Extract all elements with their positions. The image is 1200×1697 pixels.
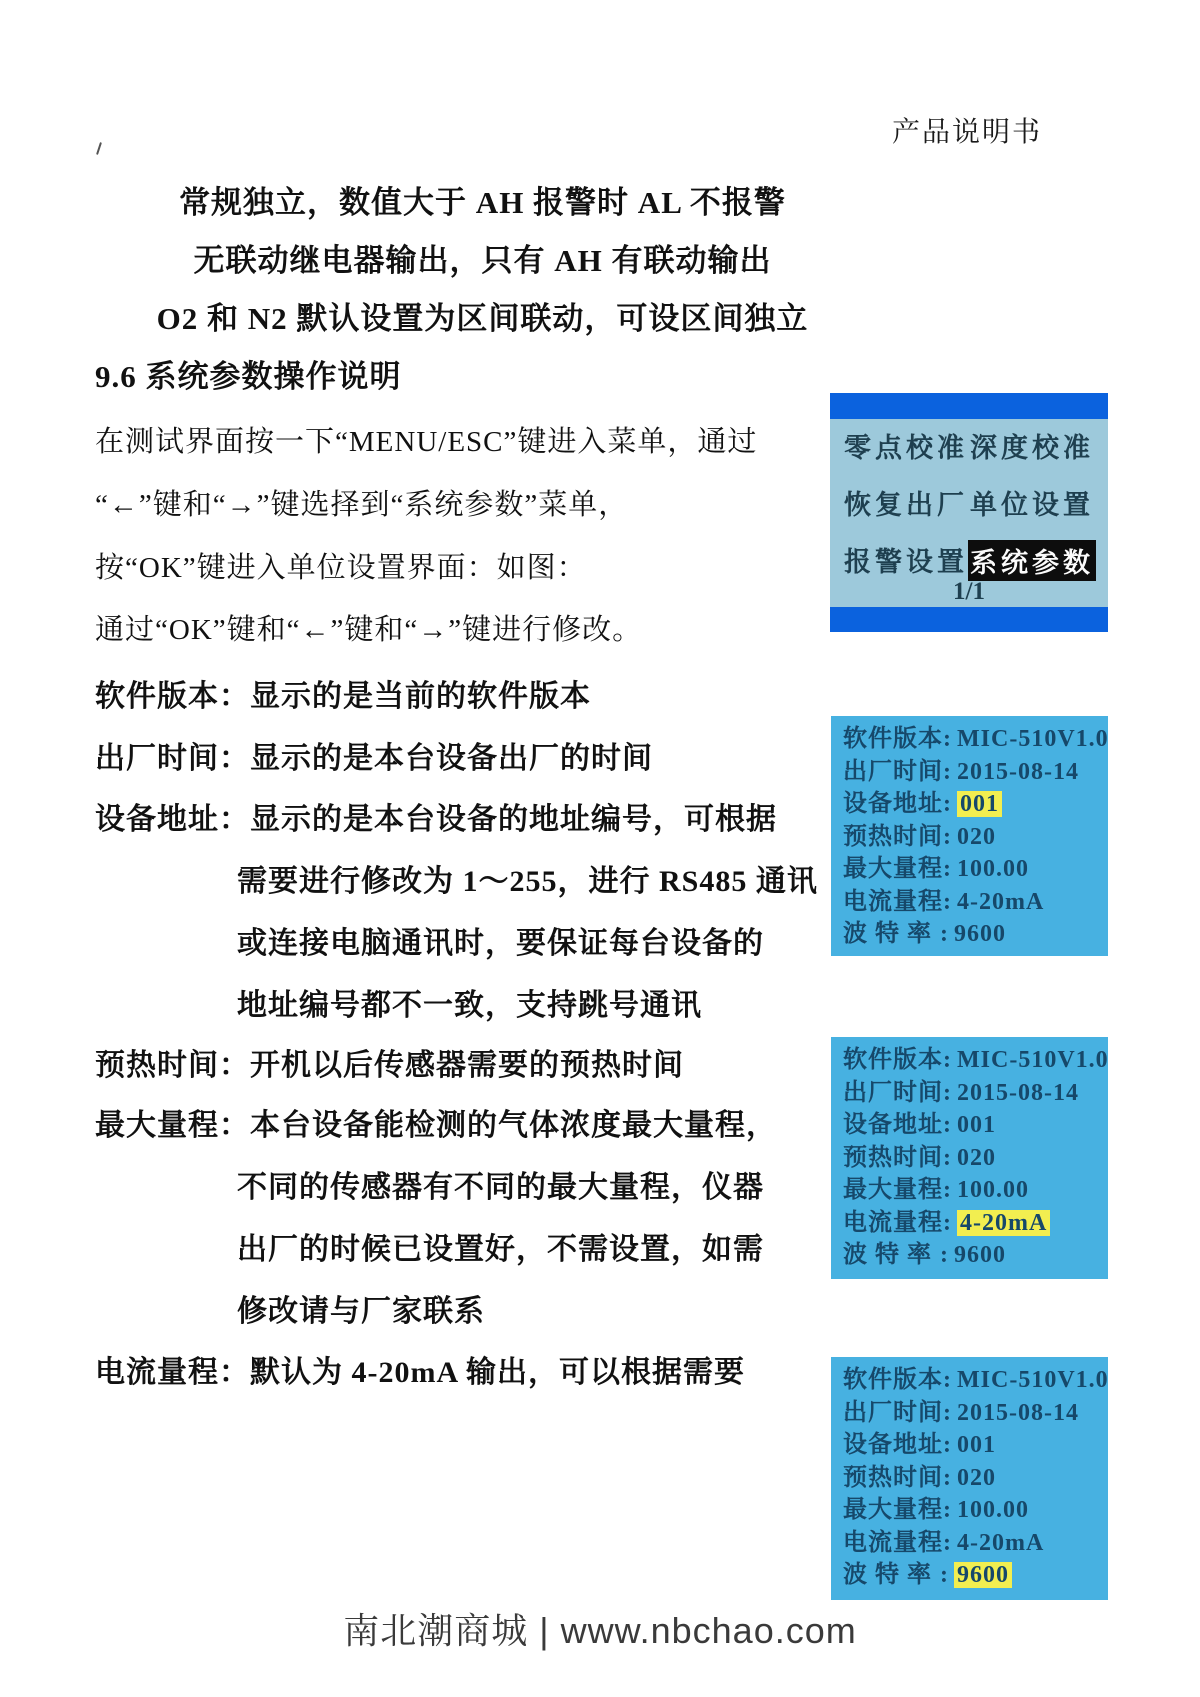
pen-artifact-icon: [96, 142, 102, 155]
param-description-text: 修改请与厂家联系: [237, 1295, 485, 1328]
param-description-text: 或连接电脑通讯时，要保证每台设备的: [237, 927, 764, 960]
param-screen-value: 2015-08-14: [957, 1079, 1079, 1106]
menu-item-selected: 系统参数: [968, 540, 1096, 581]
paragraph-line: 通过“OK”键和“←”键和“→”键进行修改。: [95, 614, 643, 646]
param-screen-separator: :: [940, 921, 949, 947]
param-screen-value: 4-20mA: [957, 888, 1045, 915]
param-screen-separator: :: [940, 1562, 949, 1588]
param-screen-value: 100.00: [957, 1497, 1029, 1523]
param-screen-row: [843, 1559, 1108, 1592]
param-screen-value: MIC-510V1.0: [957, 1047, 1109, 1073]
param-description-line: [95, 671, 591, 715]
doc-type-label: 产品说明书: [891, 117, 1042, 148]
param-screen-label: 波 特 率: [843, 1562, 932, 1588]
param-screen-separator: :: [940, 1242, 949, 1268]
param-screen-label: 预热时间: [843, 1144, 943, 1171]
param-screen-separator: :: [943, 1047, 952, 1073]
param-screen-value: 020: [957, 1464, 996, 1491]
param-screen-label: 设备地址: [843, 1432, 943, 1458]
param-description-line: [237, 1162, 764, 1206]
menu-item: 恢复出厂: [844, 490, 968, 520]
param-description-line: [95, 733, 653, 777]
param-screen-label: 最大量程: [843, 1177, 943, 1203]
param-screen-label: 出厂时间: [843, 1079, 943, 1106]
param-screen-label: 出厂时间: [843, 758, 943, 785]
menu-item: 单位设置: [970, 490, 1094, 520]
param-description-line: [237, 856, 818, 900]
param-screen-separator: :: [943, 1144, 952, 1171]
menu-row: [830, 483, 1108, 522]
param-term-label: 电流量程：: [95, 1356, 250, 1389]
param-screen-row: [843, 1462, 1108, 1495]
param-screen-label: 出厂时间: [843, 1399, 943, 1426]
param-screen-label: 电流量程: [843, 888, 943, 915]
param-description-text: 默认为 4-20mA 输出，可以根据需要: [250, 1356, 745, 1389]
param-screen-label: 软件版本: [843, 726, 943, 752]
param-description-line: [95, 794, 777, 838]
param-screen-separator: :: [943, 1177, 952, 1203]
paragraph-line: 在测试界面按一下“MENU/ESC”键进入菜单，通过: [95, 426, 758, 458]
param-screen-value: 020: [957, 823, 996, 850]
param-screen-label: 波 特 率: [843, 1242, 932, 1268]
param-screen-value-highlighted: 4-20mA: [957, 1210, 1050, 1236]
param-screen-value: 2015-08-14: [957, 1399, 1079, 1426]
param-description-line: [237, 1286, 485, 1330]
param-screen-row: [843, 1527, 1108, 1560]
param-screen-separator: :: [943, 888, 952, 915]
page-indicator: 1/1: [953, 578, 985, 605]
device-menu-screen: [830, 393, 1108, 632]
param-term-label: 出厂时间：: [95, 742, 250, 775]
param-screen-value: 9600: [954, 921, 1006, 947]
param-screen-separator: :: [943, 1209, 952, 1236]
param-screen-separator: :: [943, 856, 952, 882]
screen-header-bar: [830, 393, 1108, 419]
param-description-text: 不同的传感器有不同的最大量程，仪器: [237, 1171, 764, 1204]
param-screen-row: [843, 1044, 1108, 1077]
device-param-screen-baud: [831, 1357, 1108, 1600]
param-description-text: 显示的是本台设备出厂的时间: [250, 742, 653, 775]
param-term-label: 最大量程：: [95, 1109, 250, 1142]
param-screen-row: [843, 756, 1108, 789]
device-param-screen-address: [831, 716, 1108, 956]
param-screen-row: [843, 1494, 1108, 1527]
param-screen-separator: :: [943, 1529, 952, 1556]
param-description-text: 出厂的时候已设置好，不需设置，如需: [237, 1233, 764, 1266]
param-description-line: [237, 1224, 764, 1268]
param-screen-separator: :: [943, 1112, 952, 1138]
param-description-text: 本台设备能检测的气体浓度最大量程，: [250, 1109, 777, 1142]
menu-row: [830, 540, 1108, 581]
param-screen-value: 001: [957, 1432, 996, 1458]
param-screen-row: [843, 1397, 1108, 1430]
menu-item: 零点校准: [844, 433, 968, 463]
menu-item: 深度校准: [970, 433, 1094, 463]
param-screen-row: [843, 853, 1108, 886]
param-screen-row: [843, 1239, 1108, 1272]
param-screen-label: 预热时间: [843, 823, 943, 850]
section-heading: 9.6 系统参数操作说明: [95, 359, 402, 394]
param-description-text: 开机以后传感器需要的预热时间: [250, 1049, 684, 1082]
param-description-line: [95, 1040, 684, 1084]
param-screen-value: 020: [957, 1144, 996, 1171]
param-screen-row: [843, 723, 1108, 756]
param-screen-value-highlighted: 9600: [954, 1562, 1012, 1588]
param-screen-separator: :: [943, 1432, 952, 1458]
param-description-text: 显示的是本台设备的地址编号，可根据: [250, 803, 777, 836]
device-param-screen-current: [831, 1037, 1108, 1279]
intro-line: 常规独立，数值大于 AH 报警时 AL 不报警: [179, 185, 786, 220]
param-description-line: [237, 918, 764, 962]
param-screen-value: 4-20mA: [957, 1529, 1045, 1556]
param-screen-label: 预热时间: [843, 1464, 943, 1491]
param-term-label: 预热时间：: [95, 1049, 250, 1082]
param-screen-separator: :: [943, 1079, 952, 1106]
param-screen-row: [843, 821, 1108, 854]
intro-line: 无联动继电器输出，只有 AH 有联动输出: [193, 243, 772, 278]
param-screen-row: [843, 1174, 1108, 1207]
param-screen-separator: :: [943, 1497, 952, 1523]
site-footer: 南北潮商城 | www.nbchao.com: [343, 1610, 857, 1651]
param-description-text: 需要进行修改为 1～255，进行 RS485 通讯: [237, 865, 818, 898]
param-screen-label: 软件版本: [843, 1367, 943, 1393]
param-screen-row: [843, 788, 1108, 821]
param-screen-row: [843, 918, 1108, 951]
param-screen-value-highlighted: 001: [957, 791, 1002, 817]
param-screen-separator: :: [943, 1399, 952, 1426]
param-screen-label: 电流量程: [843, 1209, 943, 1236]
param-screen-separator: :: [943, 1464, 952, 1491]
param-description-line: [237, 980, 702, 1024]
param-description-line: [95, 1100, 777, 1144]
param-screen-separator: :: [943, 791, 952, 817]
intro-line: O2 和 N2 默认设置为区间联动，可设区间独立: [156, 301, 809, 336]
param-screen-separator: :: [943, 758, 952, 785]
paragraph-line: “←”键和“→”键选择到“系统参数”菜单，: [95, 489, 629, 521]
param-screen-row: [843, 886, 1108, 919]
param-screen-label: 波 特 率: [843, 921, 932, 947]
param-term-label: 设备地址：: [95, 803, 250, 836]
param-screen-label: 设备地址: [843, 791, 943, 817]
param-screen-row: [843, 1364, 1108, 1397]
param-screen-value: 001: [957, 1112, 996, 1138]
menu-row: [830, 426, 1108, 465]
param-screen-separator: :: [943, 1367, 952, 1393]
screen-footer-bar: [830, 607, 1108, 632]
param-screen-value: 9600: [954, 1242, 1006, 1268]
param-screen-row: [843, 1429, 1108, 1462]
param-description-line: [95, 1347, 745, 1391]
param-screen-value: MIC-510V1.0: [957, 726, 1109, 752]
param-screen-value: 100.00: [957, 856, 1029, 882]
param-screen-separator: :: [943, 823, 952, 850]
param-screen-separator: :: [943, 726, 952, 752]
param-screen-label: 最大量程: [843, 856, 943, 882]
param-screen-label: 电流量程: [843, 1529, 943, 1556]
param-screen-label: 软件版本: [843, 1047, 943, 1073]
param-screen-row: [843, 1142, 1108, 1175]
param-screen-label: 设备地址: [843, 1112, 943, 1138]
param-term-label: 软件版本：: [95, 680, 250, 713]
param-description-text: 显示的是当前的软件版本: [250, 680, 591, 713]
param-screen-value: 2015-08-14: [957, 758, 1079, 785]
param-description-text: 地址编号都不一致，支持跳号通讯: [237, 989, 702, 1022]
param-screen-row: [843, 1207, 1108, 1240]
param-screen-value: 100.00: [957, 1177, 1029, 1203]
param-screen-label: 最大量程: [843, 1497, 943, 1523]
param-screen-row: [843, 1077, 1108, 1110]
paragraph-line: 按“OK”键进入单位设置界面：如图：: [95, 552, 587, 584]
param-screen-value: MIC-510V1.0: [957, 1367, 1109, 1393]
param-screen-row: [843, 1109, 1108, 1142]
menu-item: 报警设置: [844, 547, 968, 577]
